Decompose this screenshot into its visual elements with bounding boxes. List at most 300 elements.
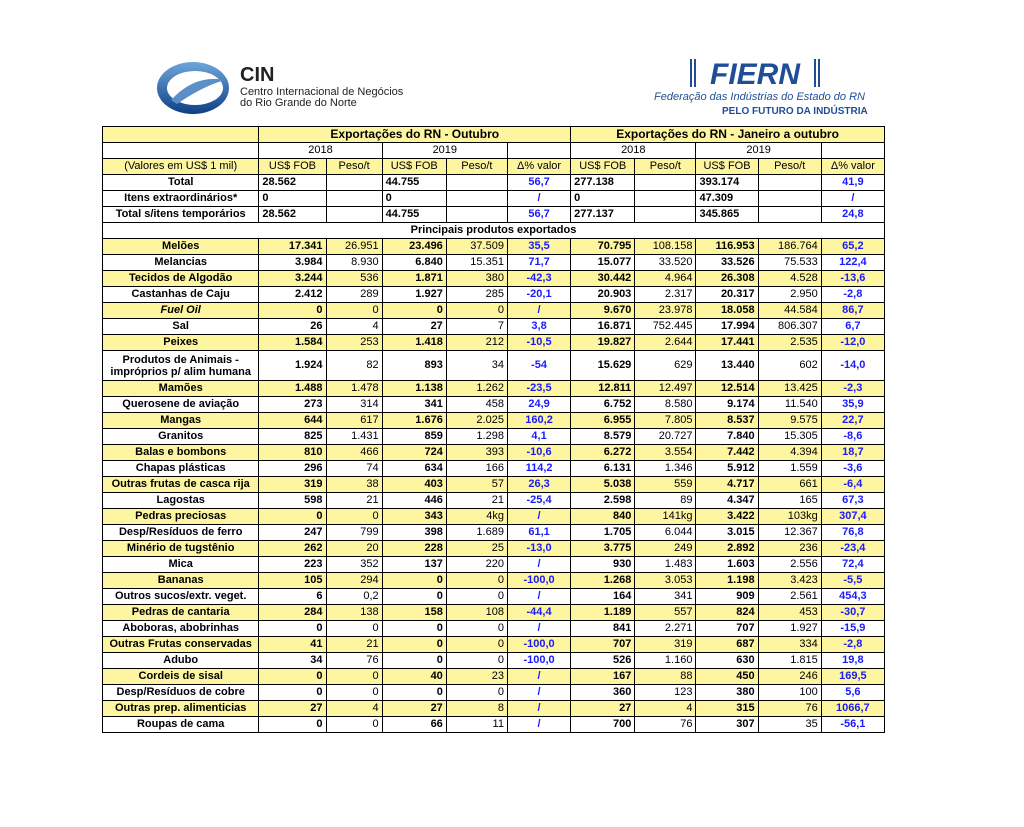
oct-2018-peso: 0: [326, 685, 382, 701]
oct-2019-fob: 0: [382, 191, 446, 207]
oct-delta: /: [507, 589, 570, 605]
row-label: Produtos de Animais - impróprios p/ alim humana: [103, 351, 259, 381]
ytd-2018-peso: 7.805: [635, 413, 696, 429]
oct-delta: 71,7: [507, 255, 570, 271]
table-row: [103, 701, 885, 717]
ytd-delta: -12,0: [821, 335, 884, 351]
row-label: Lagostas: [103, 493, 259, 509]
ytd-delta: 41,9: [821, 175, 884, 191]
oct-2018-peso: 1.478: [326, 381, 382, 397]
ytd-delta: -56,1: [821, 717, 884, 733]
table-row: [103, 445, 885, 461]
oct-2019-fob: 1.927: [382, 287, 446, 303]
header-row-columns: [103, 159, 885, 175]
row-label: Querosene de aviação: [103, 397, 259, 413]
ytd-2019-fob: 345.865: [696, 207, 758, 223]
ytd-2018-peso: 1.483: [635, 557, 696, 573]
oct-delta: /: [507, 557, 570, 573]
ytd-2018-fob: 3.775: [571, 541, 635, 557]
ytd-2018-peso: 89: [635, 493, 696, 509]
oct-2019-fob: 27: [382, 319, 446, 335]
oct-2019-fob: 724: [382, 445, 446, 461]
oct-2019-fob: 137: [382, 557, 446, 573]
oct-2018-peso: 82: [326, 351, 382, 381]
ytd-2019-fob: 8.537: [696, 413, 758, 429]
ytd-2018-fob: 360: [571, 685, 635, 701]
ytd-2019-peso: [758, 207, 821, 223]
ytd-delta: -23,4: [821, 541, 884, 557]
ytd-2019-peso: 3.423: [758, 573, 821, 589]
oct-2019-fob: 6.840: [382, 255, 446, 271]
row-label: Itens extraordinários*: [103, 191, 259, 207]
oct-delta: /: [507, 685, 570, 701]
cin-logo: [155, 60, 425, 120]
oct-year-2018: 2018: [259, 143, 382, 159]
oct-2018-peso: 799: [326, 525, 382, 541]
oct-2018-peso: 0: [326, 303, 382, 319]
ytd-2018-fob: 526: [571, 653, 635, 669]
oct-delta: 35,5: [507, 239, 570, 255]
ytd-2018-peso: 123: [635, 685, 696, 701]
oct-2019-peso: 23: [446, 669, 507, 685]
oct-2018-peso: 21: [326, 637, 382, 653]
cin-subtitle-1: Centro Internacional de Negócios: [240, 86, 404, 98]
oct-2019-peso: 0: [446, 685, 507, 701]
ytd-year-2019: 2019: [696, 143, 821, 159]
oct-2019-peso: 0: [446, 589, 507, 605]
ytd-2018-peso: 249: [635, 541, 696, 557]
ytd-2019-fob: 3.422: [696, 509, 758, 525]
oct-2019-peso: 11: [446, 717, 507, 733]
cin-title: CIN: [240, 64, 275, 86]
oct-2019-fob: 893: [382, 351, 446, 381]
oct-delta: /: [507, 191, 570, 207]
oct-2018-peso: 0: [326, 669, 382, 685]
ytd-2018-peso: [635, 175, 696, 191]
oct-2019-fob: 1.138: [382, 381, 446, 397]
ytd-2018-peso: 12.497: [635, 381, 696, 397]
col-peso: Peso/t: [635, 159, 696, 175]
ytd-2019-peso: 35: [758, 717, 821, 733]
table-row: [103, 287, 885, 303]
ytd-2019-fob: 380: [696, 685, 758, 701]
ytd-2018-fob: 1.705: [571, 525, 635, 541]
ytd-2018-peso: 319: [635, 637, 696, 653]
oct-2018-fob: 1.584: [259, 335, 326, 351]
header-corner: [103, 127, 259, 143]
ytd-2019-fob: 630: [696, 653, 758, 669]
header-years-blank: [103, 143, 259, 159]
table-row: [103, 669, 885, 685]
col-delta: Δ% valor: [821, 159, 884, 175]
row-label: Total: [103, 175, 259, 191]
oct-2019-peso: 34: [446, 351, 507, 381]
ytd-2018-peso: 4: [635, 701, 696, 717]
cin-subtitle-2: do Rio Grande do Norte: [240, 97, 357, 109]
oct-delta: /: [507, 701, 570, 717]
section-title: Principais produtos exportados: [103, 223, 885, 239]
ytd-2019-fob: 4.717: [696, 477, 758, 493]
table-row: [103, 589, 885, 605]
oct-delta: -10,6: [507, 445, 570, 461]
oct-delta: 114,2: [507, 461, 570, 477]
oct-2019-peso: 285: [446, 287, 507, 303]
oct-2018-peso: 4: [326, 319, 382, 335]
oct-2019-peso: 2.025: [446, 413, 507, 429]
oct-delta: -20,1: [507, 287, 570, 303]
ytd-2019-fob: 17.994: [696, 319, 758, 335]
oct-2019-peso: 393: [446, 445, 507, 461]
ytd-2019-fob: 707: [696, 621, 758, 637]
oct-delta: /: [507, 303, 570, 319]
ytd-2018-peso: 557: [635, 605, 696, 621]
oct-delta: 26,3: [507, 477, 570, 493]
oct-2019-fob: 634: [382, 461, 446, 477]
oct-2019-peso: 458: [446, 397, 507, 413]
ytd-2019-peso: 806.307: [758, 319, 821, 335]
oct-2018-fob: 28.562: [259, 175, 326, 191]
row-label: Mica: [103, 557, 259, 573]
ytd-2019-peso: 11.540: [758, 397, 821, 413]
ytd-2019-peso: 453: [758, 605, 821, 621]
oct-2019-peso: 1.262: [446, 381, 507, 397]
oct-year-blank: [507, 143, 570, 159]
oct-2019-peso: 7: [446, 319, 507, 335]
ytd-2019-fob: 17.441: [696, 335, 758, 351]
oct-2019-fob: 44.755: [382, 175, 446, 191]
exports-table: [102, 126, 885, 733]
oct-2018-peso: 253: [326, 335, 382, 351]
ytd-2018-peso: 20.727: [635, 429, 696, 445]
oct-2019-fob: 23.496: [382, 239, 446, 255]
ytd-2018-fob: 15.077: [571, 255, 635, 271]
oct-2018-peso: [326, 191, 382, 207]
oct-2019-fob: 859: [382, 429, 446, 445]
ytd-2018-fob: 167: [571, 669, 635, 685]
ytd-delta: 24,8: [821, 207, 884, 223]
ytd-delta: 19,8: [821, 653, 884, 669]
col-fob: US$ FOB: [696, 159, 758, 175]
table-row: [103, 717, 885, 733]
ytd-2018-fob: 27: [571, 701, 635, 717]
ytd-2018-fob: 30.442: [571, 271, 635, 287]
table-row: [103, 319, 885, 335]
oct-2018-peso: 21: [326, 493, 382, 509]
ytd-2019-fob: 20.317: [696, 287, 758, 303]
row-label: Cordeis de sisal: [103, 669, 259, 685]
ytd-2019-peso: 2.535: [758, 335, 821, 351]
ytd-delta: -2,8: [821, 287, 884, 303]
ytd-2018-peso: 1.160: [635, 653, 696, 669]
oct-2019-peso: [446, 191, 507, 207]
fiern-wordmark: [688, 56, 822, 90]
ytd-2019-fob: 47.309: [696, 191, 758, 207]
oct-delta: 4,1: [507, 429, 570, 445]
ytd-2018-fob: 164: [571, 589, 635, 605]
row-label: Balas e bombons: [103, 445, 259, 461]
ytd-2018-fob: 6.272: [571, 445, 635, 461]
ytd-2019-peso: 236: [758, 541, 821, 557]
table-row: [103, 413, 885, 429]
ytd-2019-peso: [758, 191, 821, 207]
table-row: [103, 541, 885, 557]
oct-2018-fob: 17.341: [259, 239, 326, 255]
oct-2018-fob: 0: [259, 191, 326, 207]
table-row: [103, 557, 885, 573]
ytd-2019-fob: 12.514: [696, 381, 758, 397]
ytd-2019-fob: 393.174: [696, 175, 758, 191]
oct-2019-fob: 0: [382, 621, 446, 637]
oct-delta: 61,1: [507, 525, 570, 541]
ytd-delta: 65,2: [821, 239, 884, 255]
ytd-2019-peso: 602: [758, 351, 821, 381]
oct-2018-peso: [326, 207, 382, 223]
row-label: Bananas: [103, 573, 259, 589]
section-row: [103, 223, 885, 239]
ytd-2018-fob: 700: [571, 717, 635, 733]
ytd-2018-fob: 19.827: [571, 335, 635, 351]
ytd-2019-peso: 2.950: [758, 287, 821, 303]
oct-title: Exportações do RN - Outubro: [259, 127, 571, 143]
ytd-2018-peso: 88: [635, 669, 696, 685]
oct-2018-peso: 26.951: [326, 239, 382, 255]
oct-2018-peso: 352: [326, 557, 382, 573]
col-delta: Δ% valor: [507, 159, 570, 175]
oct-delta: 160,2: [507, 413, 570, 429]
row-label: Sal: [103, 319, 259, 335]
units-label: (Valores em US$ 1 mil): [103, 159, 259, 175]
oct-2018-peso: 289: [326, 287, 382, 303]
ytd-2018-peso: 33.520: [635, 255, 696, 271]
row-label: Desp/Resíduos de cobre: [103, 685, 259, 701]
oct-year-2019: 2019: [382, 143, 507, 159]
ytd-2018-fob: 16.871: [571, 319, 635, 335]
ytd-delta: 76,8: [821, 525, 884, 541]
row-label: Minério de tugstênio: [103, 541, 259, 557]
oct-2019-peso: 57: [446, 477, 507, 493]
row-label: Outras Frutas conservadas: [103, 637, 259, 653]
row-label: Castanhas de Caju: [103, 287, 259, 303]
oct-2018-fob: 3.984: [259, 255, 326, 271]
table-row: [103, 509, 885, 525]
row-label: Chapas plásticas: [103, 461, 259, 477]
oct-2019-fob: 0: [382, 589, 446, 605]
oct-2019-peso: 25: [446, 541, 507, 557]
oct-2018-peso: 0: [326, 509, 382, 525]
ytd-delta: -14,0: [821, 351, 884, 381]
ytd-2018-peso: 341: [635, 589, 696, 605]
oct-2018-fob: 105: [259, 573, 326, 589]
header-row-years: [103, 143, 885, 159]
ytd-2019-fob: 5.912: [696, 461, 758, 477]
ytd-2018-fob: 841: [571, 621, 635, 637]
row-label: Granitos: [103, 429, 259, 445]
table-row: [103, 255, 885, 271]
ytd-2018-fob: 0: [571, 191, 635, 207]
oct-2018-fob: 296: [259, 461, 326, 477]
oct-2019-peso: 0: [446, 621, 507, 637]
ytd-2018-peso: 76: [635, 717, 696, 733]
ytd-delta: 72,4: [821, 557, 884, 573]
ytd-2018-peso: 1.346: [635, 461, 696, 477]
oct-2019-fob: 446: [382, 493, 446, 509]
ytd-2019-fob: 1.603: [696, 557, 758, 573]
oct-delta: -100,0: [507, 573, 570, 589]
oct-2018-peso: 1.431: [326, 429, 382, 445]
col-fob: US$ FOB: [382, 159, 446, 175]
ytd-2019-peso: 76: [758, 701, 821, 717]
ytd-2019-fob: 450: [696, 669, 758, 685]
col-peso: Peso/t: [326, 159, 382, 175]
oct-delta: 56,7: [507, 207, 570, 223]
ytd-2019-peso: 103kg: [758, 509, 821, 525]
ytd-2018-peso: 752.445: [635, 319, 696, 335]
oct-delta: 3,8: [507, 319, 570, 335]
oct-2019-peso: 4kg: [446, 509, 507, 525]
ytd-2019-fob: 315: [696, 701, 758, 717]
oct-2018-fob: 0: [259, 621, 326, 637]
col-fob: US$ FOB: [259, 159, 326, 175]
oct-2018-peso: 76: [326, 653, 382, 669]
ytd-delta: 169,5: [821, 669, 884, 685]
ytd-2019-peso: 13.425: [758, 381, 821, 397]
table-row: [103, 493, 885, 509]
summary-row: [103, 175, 885, 191]
oct-2018-peso: 617: [326, 413, 382, 429]
ytd-2019-fob: 7.840: [696, 429, 758, 445]
table-row: [103, 239, 885, 255]
ytd-2019-peso: 100: [758, 685, 821, 701]
ytd-2019-peso: 1.559: [758, 461, 821, 477]
ytd-delta: -8,6: [821, 429, 884, 445]
ytd-2018-peso: 559: [635, 477, 696, 493]
oct-delta: -54: [507, 351, 570, 381]
table-row: [103, 605, 885, 621]
oct-2019-peso: 8: [446, 701, 507, 717]
ytd-2018-peso: [635, 191, 696, 207]
oct-2019-peso: 0: [446, 637, 507, 653]
oct-2018-fob: 34: [259, 653, 326, 669]
ytd-2019-peso: 186.764: [758, 239, 821, 255]
oct-2019-peso: 0: [446, 303, 507, 319]
ytd-2018-fob: 5.038: [571, 477, 635, 493]
ytd-delta: 35,9: [821, 397, 884, 413]
oct-delta: 24,9: [507, 397, 570, 413]
ytd-2019-fob: 26.308: [696, 271, 758, 287]
oct-2019-fob: 398: [382, 525, 446, 541]
ytd-2018-fob: 12.811: [571, 381, 635, 397]
oct-2019-peso: 15.351: [446, 255, 507, 271]
oct-delta: -10,5: [507, 335, 570, 351]
ytd-2018-fob: 2.598: [571, 493, 635, 509]
oct-2019-peso: 0: [446, 573, 507, 589]
table-row: [103, 637, 885, 653]
ytd-2018-peso: 4.964: [635, 271, 696, 287]
oct-delta: -44,4: [507, 605, 570, 621]
ytd-2019-peso: 1.815: [758, 653, 821, 669]
ytd-2018-fob: 840: [571, 509, 635, 525]
ytd-2019-peso: 4.528: [758, 271, 821, 287]
row-label: Pedras preciosas: [103, 509, 259, 525]
oct-2018-fob: 0: [259, 669, 326, 685]
ytd-2019-peso: 15.305: [758, 429, 821, 445]
ytd-2019-peso: 9.575: [758, 413, 821, 429]
ytd-2018-peso: 629: [635, 351, 696, 381]
ytd-2019-fob: 3.015: [696, 525, 758, 541]
table-row: [103, 461, 885, 477]
oct-2018-fob: 27: [259, 701, 326, 717]
ytd-2019-peso: 334: [758, 637, 821, 653]
ytd-2019-fob: 13.440: [696, 351, 758, 381]
oct-2018-peso: 0: [326, 717, 382, 733]
ytd-2018-peso: 3.053: [635, 573, 696, 589]
fiern-title: FIERN: [710, 58, 800, 90]
ytd-2018-peso: 3.554: [635, 445, 696, 461]
oct-2018-peso: 20: [326, 541, 382, 557]
ytd-title: Exportações do RN - Janeiro a outubro: [571, 127, 885, 143]
ytd-delta: -5,5: [821, 573, 884, 589]
row-label: Outras frutas de casca rija: [103, 477, 259, 493]
ytd-delta: -2,8: [821, 637, 884, 653]
ytd-delta: 5,6: [821, 685, 884, 701]
ytd-2019-peso: 75.533: [758, 255, 821, 271]
ytd-2018-peso: 6.044: [635, 525, 696, 541]
oct-2018-peso: 466: [326, 445, 382, 461]
oct-2018-fob: 273: [259, 397, 326, 413]
oct-2019-fob: 403: [382, 477, 446, 493]
oct-2018-fob: 28.562: [259, 207, 326, 223]
ytd-delta: 1066,7: [821, 701, 884, 717]
oct-2019-peso: 21: [446, 493, 507, 509]
oct-2018-fob: 262: [259, 541, 326, 557]
ytd-delta: 86,7: [821, 303, 884, 319]
oct-2018-fob: 0: [259, 717, 326, 733]
ytd-2019-fob: 33.526: [696, 255, 758, 271]
row-label: Fuel Oil: [103, 303, 259, 319]
col-peso: Peso/t: [446, 159, 507, 175]
table-row: [103, 653, 885, 669]
ytd-2018-fob: 277.137: [571, 207, 635, 223]
oct-delta: -23,5: [507, 381, 570, 397]
table-row: [103, 351, 885, 381]
table-row: [103, 335, 885, 351]
oct-2019-peso: 1.298: [446, 429, 507, 445]
oct-2018-peso: 38: [326, 477, 382, 493]
cin-emblem-icon: [155, 60, 233, 116]
ytd-2019-peso: 2.556: [758, 557, 821, 573]
ytd-year-blank: [821, 143, 884, 159]
ytd-2019-peso: 44.584: [758, 303, 821, 319]
ytd-2018-peso: 141kg: [635, 509, 696, 525]
ytd-2019-fob: 687: [696, 637, 758, 653]
table-row: [103, 381, 885, 397]
ytd-2018-peso: 8.580: [635, 397, 696, 413]
oct-2018-fob: 0: [259, 685, 326, 701]
ytd-2018-fob: 6.955: [571, 413, 635, 429]
oct-delta: /: [507, 717, 570, 733]
ytd-2018-fob: 9.670: [571, 303, 635, 319]
ytd-2019-fob: 909: [696, 589, 758, 605]
row-label: Mangas: [103, 413, 259, 429]
oct-2018-fob: 26: [259, 319, 326, 335]
oct-2019-fob: 1.871: [382, 271, 446, 287]
oct-2018-peso: [326, 175, 382, 191]
oct-2018-fob: 247: [259, 525, 326, 541]
ytd-delta: -2,3: [821, 381, 884, 397]
row-label: Outras prep. alimenticias: [103, 701, 259, 717]
ytd-2019-fob: 116.953: [696, 239, 758, 255]
ytd-delta: 22,7: [821, 413, 884, 429]
